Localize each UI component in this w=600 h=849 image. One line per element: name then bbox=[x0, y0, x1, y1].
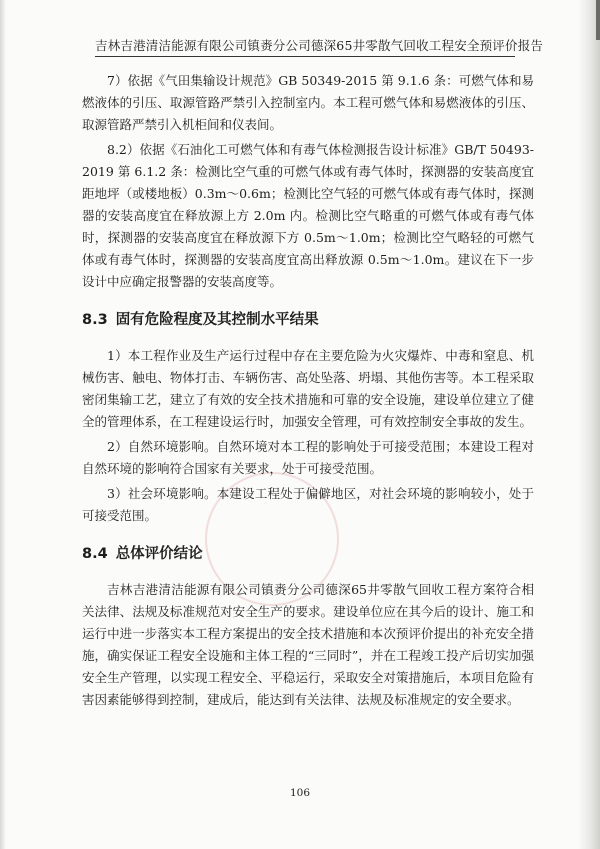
paragraph-item-7: 7）依据《气田集输设计规范》GB 50349-2015 第 9.1.6 条：可燃气体和易燃液体的引压、取源管路严禁引入控制室内。本工程可燃气体和易燃液体的引压、取源管路严禁引入机柜间和仪表间。 bbox=[82, 73, 534, 132]
paragraph-natural-env: 2）自然环境影响。自然环境对本工程的影响处于可接受范围；本建设工程对自然环境的影响符合国家有关要求，处于可接受范围。 bbox=[82, 439, 534, 476]
section-heading-8-3 bbox=[82, 309, 534, 331]
paragraph-social-env: 3）社会环境影响。本建设工程处于偏僻地区，对社会环境的影响较小，处于可接受范围。 bbox=[82, 486, 534, 523]
paragraph-conclusion: 吉林吉港清洁能源有限公司镇赉分公司德深65井零散气回收工程方案符合相关法律、法规及标准规范对安全生产的要求。建设单位应在其今后的设计、施工和运行中进一步落实本工程方案提出的安全技术措施和本次预评价提出的补充安全措施，确实保证工程安全设施和主体工程的“三同时”，并在工程竣工投产后切实加强安全生产管理，以实现工程安全、平稳运行，采取安全对策措施后，本项目危险有害因素能够得到控制，建成后，能达到有关法律、法规及标准规定的安全要求。 bbox=[82, 582, 534, 707]
scan-edge-left bbox=[0, 0, 6, 849]
section-title: 固有危险程度及其控制水平结果 bbox=[115, 312, 319, 328]
running-header: 吉林吉港清洁能源有限公司镇赉分公司德深65井零散气回收工程安全预评价报告 bbox=[95, 38, 544, 53]
paragraph-item-8-2: 8.2）依据《石油化工可燃气体和有毒气体检测报告设计标准》GB/T 50493-2019 第 6.1.2 条：检测比空气重的可燃气体或有毒气体时，探测器的安装高度宜距地坪（或楼地板）0.3m～0.6m；检测比空气轻的可燃气体或有毒气体时，探测器的安装高度宜在释放源上方 2.0m 内。检测比空气略重的可燃气体或有毒气体时，探测器的安装高度宜在释放源下方 0.5m～1.0m；检测比空气略轻的可燃气体或有毒气体时，探测器的安装高度宜高出释放源 0.5m～1.0m。建议在下一步设计中应确定报警器的安装高度等。 bbox=[82, 142, 534, 289]
section-number: 8.4 bbox=[82, 546, 108, 562]
main-content bbox=[82, 70, 534, 711]
scan-edge-right bbox=[578, 0, 600, 849]
section-number: 8.3 bbox=[82, 312, 108, 328]
scan-edge-corner bbox=[596, 0, 600, 40]
section-title: 总体评价结论 bbox=[115, 546, 203, 562]
paragraph-hazards: 1）本工程作业及生产运行过程中存在主要危险为火灾爆炸、中毒和窒息、机械伤害、触电、物体打击、车辆伤害、高处坠落、坍塌、其他伤害等。本工程采取密闭集输工艺，建立了有效的安全技术措施和可靠的安全设施，建设单位建立了健全的管理体系，在工程建设运行时，加强安全管理，可有效控制安全事故的发生。 bbox=[82, 348, 534, 429]
section-heading-8-4 bbox=[82, 543, 534, 565]
page-number: 106 bbox=[289, 787, 311, 799]
header-rule bbox=[95, 56, 515, 57]
